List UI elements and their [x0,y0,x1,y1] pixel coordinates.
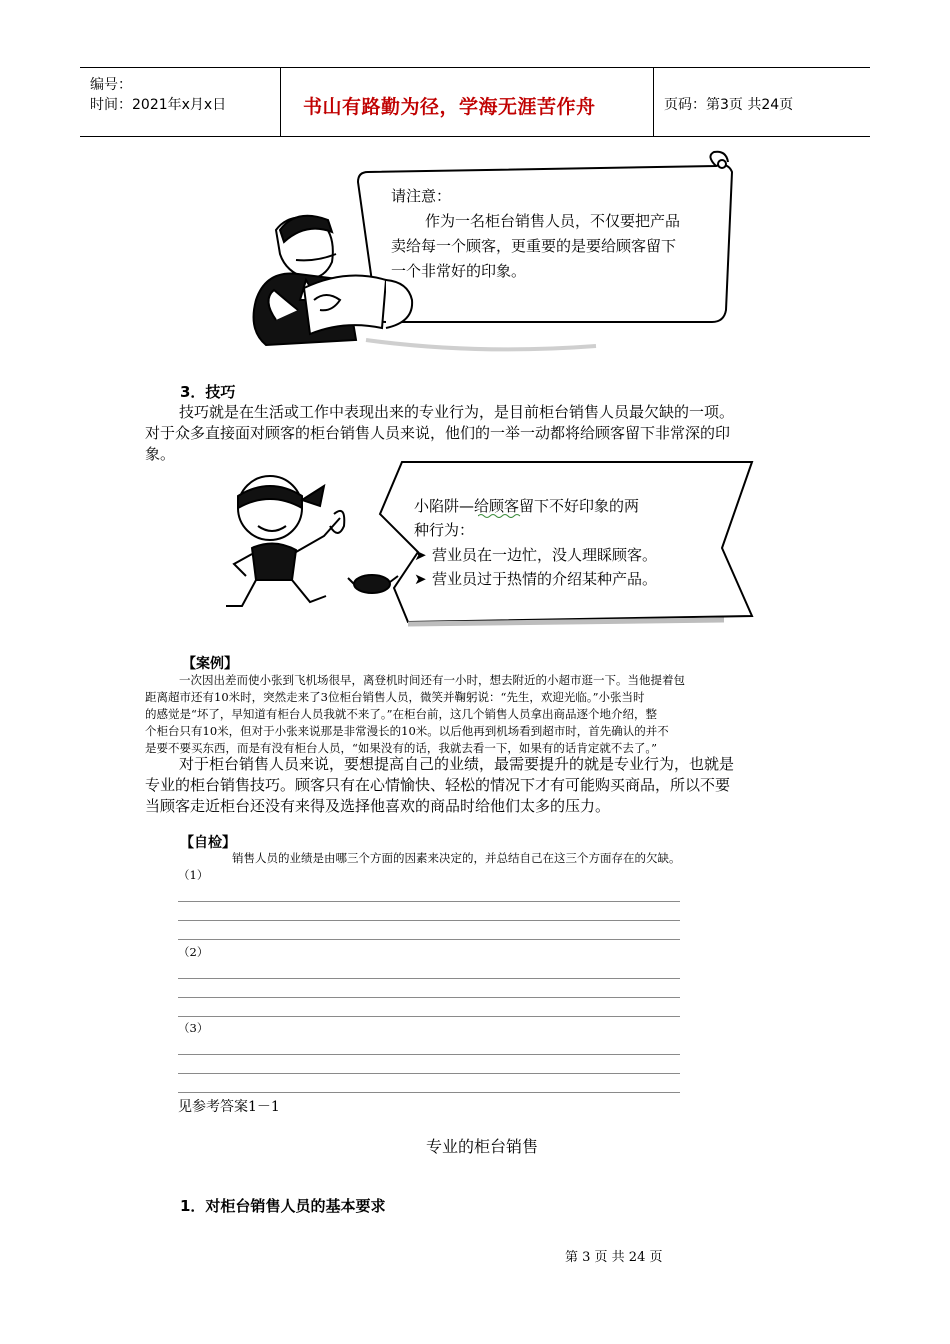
case-line: 的感觉是“坏了，早知道有柜台人员我就不来了。”在柜台前，这几个销售人员拿出商品逐个地介绍，整 [145,707,658,721]
paragraph-line: 对于柜台销售人员来说，要想提高自己的业绩，最需要提升的就是专业行为，也就是 [179,755,735,773]
self-check-question: 销售人员的业绩是由哪三个方面的因素来决定的，并总结自己在这三个方面存在的欠缺。 [232,851,681,865]
answer-line[interactable] [178,1016,680,1017]
motto-text: 书山有路勤为径，学海无涯苦作舟 [303,96,596,118]
conclusion-paragraph [145,754,825,817]
trap-title [414,494,657,518]
case-body [145,672,825,757]
paragraph-line: 技巧就是在生活或工作中表现出来的专业行为，是目前柜台销售人员最欠缺的一项。 [179,403,735,421]
case-line: 个柜台只有10米，但对于小张来说那是非常漫长的10米。以后他再到机场看到超市时，首先确认的并不 [145,724,669,738]
answer-line[interactable] [178,901,680,902]
notice-line: 一个非常好的印象。 [391,262,527,280]
answer-line[interactable] [178,997,680,998]
arrow-bullet-icon: ➤ [414,570,427,588]
case-heading: 【案例】 [182,656,238,672]
paragraph-line: 当顾客走近柜台还没有来得及选择他喜欢的商品时给他们太多的压力。 [145,797,611,815]
page-number-label: 页码：第3页 共24页 [664,97,794,113]
trap-bullet-text: 营业员过于热情的介绍某种产品。 [432,570,658,588]
arrow-bullet-icon: ➤ [414,546,427,564]
notice-line: 卖给每一个顾客，更重要的是要给顾客留下 [391,237,677,255]
trap-bullet [414,543,657,567]
answer-line[interactable] [178,920,680,921]
header-page-cell [654,68,870,136]
case-line: 一次因出差而使小张到飞机场很早，离登机时间还有一小时，想去附近的小超市逛一下。当他提着包 [179,673,685,687]
trap-title-line: 种行为： [414,521,475,539]
section-3-heading: 3．技巧 [180,383,236,401]
case-line: 距离超市还有10米时，突然走来了3位柜台销售人员，微笑并鞠躬说：“先生，欢迎光临。”小张当时 [145,690,645,704]
answer-label-2: （2） [178,945,209,959]
answer-line[interactable] [178,1073,680,1074]
answer-label-3: （3） [178,1021,209,1035]
page-header [80,67,870,137]
page-footer: 第 3 页 共 24 页 [565,1250,663,1265]
header-motto-cell [281,68,654,136]
trap-title-line: 小陷阱—给顾客留下不好印象的两 [414,497,640,515]
self-check-heading: 【自检】 [180,835,236,851]
header-info-cell [80,68,281,136]
spellcheck-underline [478,513,522,518]
notice-line: 作为一名柜台销售人员，不仅要把产品 [425,212,681,230]
doc-number-label: 编号： [90,77,132,93]
answer-line[interactable] [178,978,680,979]
trap-bullet [414,567,657,591]
paragraph-line: 对于众多直接面对顾客的柜台销售人员来说，他们的一举一动都将给顾客留下非常深的印 [145,424,731,442]
reference-answer: 见参考答案1－1 [178,1099,280,1115]
subheading: 1．对柜台销售人员的基本要求 [180,1197,386,1215]
notice-title: 请注意： [391,187,452,205]
paragraph-line: 专业的柜台销售技巧。顾客只有在心情愉快、轻松的情况下才有可能购买商品，所以不要 [145,776,731,794]
section-title: 专业的柜台销售 [426,1137,539,1156]
answer-line[interactable] [178,939,680,940]
doc-time-label: 时间：2021年x月x日 [90,97,227,113]
answer-line[interactable] [178,1092,680,1093]
trap-text-block [414,494,657,591]
notice-text-block [391,184,680,284]
answer-line[interactable] [178,1054,680,1055]
case-line: 是要不要买东西，而是有没有柜台人员，“如果没有的话，我就去看一下，如果有的话肯定就不去了。” [145,741,658,755]
trap-bullet-text: 营业员在一边忙，没人理睬顾客。 [432,546,658,564]
answer-label-1: （1） [178,868,209,882]
paragraph-line: 象。 [145,445,176,463]
scroll-shadow [366,340,596,349]
running-boy-icon [226,476,398,606]
